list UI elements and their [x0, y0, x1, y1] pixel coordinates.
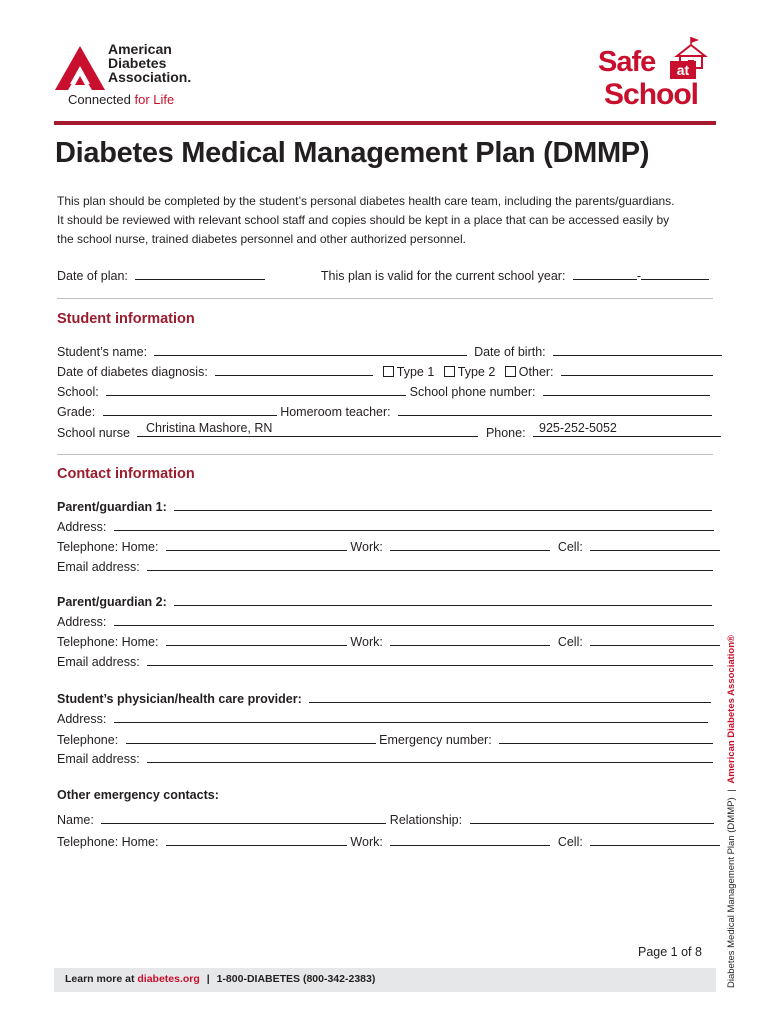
- student-info-heading: Student information: [57, 311, 195, 327]
- footer-site-link[interactable]: diabetes.org: [137, 973, 200, 985]
- homeroom-label: Homeroom teacher:: [280, 405, 391, 419]
- relationship-field[interactable]: [470, 811, 714, 824]
- parent2-home-field[interactable]: [166, 633, 347, 646]
- school-nurse-value: Christina Mashore, RN: [146, 421, 273, 435]
- parent2-email-field[interactable]: [147, 653, 713, 666]
- school-year-start-field[interactable]: [573, 267, 637, 280]
- physician-label: Student’s physician/health care provider:: [57, 692, 302, 706]
- physician-email-field[interactable]: [147, 750, 713, 763]
- page-title: Diabetes Medical Management Plan (DMMP): [55, 137, 650, 169]
- physician-telephone-label: Telephone:: [57, 733, 119, 747]
- other-work-label: Work:: [350, 835, 383, 849]
- side-org-name: American Diabetes Association®: [726, 634, 737, 784]
- parent1-home-field[interactable]: [166, 538, 347, 551]
- type2-label: Type 2: [457, 365, 496, 379]
- parent2-label: Parent/guardian 2:: [57, 595, 167, 609]
- type1-checkbox[interactable]: [383, 366, 394, 377]
- date-of-plan-label: Date of plan:: [57, 269, 128, 283]
- diagnosis-date-label: Date of diabetes diagnosis:: [57, 365, 208, 379]
- safe-word: Safe: [598, 46, 656, 78]
- intro-line: It should be reviewed with relevant school staff and copies should be kept in a place that can be accessed easily by: [57, 213, 670, 227]
- parent1-work-field[interactable]: [390, 538, 550, 551]
- intro-line: the school nurse, trained diabetes personnel and other authorized personnel.: [57, 232, 466, 246]
- other-cell-label: Cell:: [557, 835, 583, 849]
- ada-name-line3: Association.: [108, 69, 192, 85]
- parent2-address-field[interactable]: [114, 613, 714, 626]
- at-badge: at: [670, 61, 696, 79]
- emergency-number-label: Emergency number:: [379, 733, 492, 747]
- parent1-email-field[interactable]: [147, 558, 713, 571]
- other-type-checkbox[interactable]: [505, 366, 516, 377]
- school-word: School: [604, 78, 699, 111]
- grade-field[interactable]: [103, 403, 277, 416]
- date-of-birth-field[interactable]: [553, 343, 722, 356]
- other-name-field[interactable]: [101, 811, 386, 824]
- parent1-address-field[interactable]: [114, 518, 714, 531]
- parent2-field[interactable]: [174, 593, 712, 606]
- parent1-field[interactable]: [174, 498, 712, 511]
- parent2-work-field[interactable]: [390, 633, 550, 646]
- parent2-home-label: Telephone: Home:: [57, 635, 159, 649]
- header-rule: [54, 121, 716, 125]
- school-label: School:: [57, 385, 99, 399]
- parent2-address-label: Address:: [57, 615, 107, 629]
- school-phone-label: School phone number:: [409, 385, 536, 399]
- type2-checkbox[interactable]: [444, 366, 455, 377]
- page-number: Page 1 of 8: [638, 945, 702, 959]
- homeroom-field[interactable]: [398, 403, 712, 416]
- parent1-home-label: Telephone: Home:: [57, 540, 159, 554]
- grade-label: Grade:: [57, 405, 96, 419]
- footer-separator: |: [206, 973, 210, 985]
- plan-valid-label: This plan is valid for the current school year:: [320, 269, 566, 283]
- intro-text: [57, 192, 675, 249]
- safe-at-school-logo: [598, 36, 716, 116]
- parent1-address-label: Address:: [57, 520, 107, 534]
- ada-name-line2: Diabetes: [108, 55, 167, 71]
- school-phone-field[interactable]: [543, 383, 710, 396]
- tagline-suffix: for Life: [134, 92, 175, 107]
- side-label: [726, 635, 738, 988]
- school-year-dash: -: [636, 269, 642, 283]
- contact-info-heading: Contact information: [57, 466, 195, 482]
- footer-learn-prefix: Learn more at: [65, 973, 138, 985]
- other-type-label: Other:: [518, 365, 554, 379]
- other-home-label: Telephone: Home:: [57, 835, 159, 849]
- other-work-field[interactable]: [390, 833, 550, 846]
- physician-address-label: Address:: [57, 712, 107, 726]
- other-name-label: Name:: [57, 813, 94, 827]
- school-year-end-field[interactable]: [641, 267, 709, 280]
- nurse-phone-label: Phone:: [485, 426, 526, 440]
- footer-phone: 1-800-DIABETES (800-342-2383): [216, 973, 376, 985]
- school-field[interactable]: [106, 383, 406, 396]
- physician-field[interactable]: [309, 690, 711, 703]
- date-of-plan-field[interactable]: [135, 267, 265, 280]
- physician-address-field[interactable]: [114, 710, 708, 723]
- side-doc-title: Diabetes Medical Management Plan (DMMP): [726, 797, 737, 988]
- nurse-phone-value: 925-252-5052: [539, 421, 617, 435]
- physician-telephone-field[interactable]: [126, 731, 376, 744]
- intro-line: This plan should be completed by the student’s personal diabetes health care team, including the parents/guardians.: [57, 194, 675, 208]
- student-name-label: Student’s name:: [57, 345, 148, 359]
- ada-triangle-icon: [54, 44, 106, 92]
- parent2-cell-label: Cell:: [557, 635, 583, 649]
- student-name-field[interactable]: [154, 343, 467, 356]
- ada-logo: [54, 42, 234, 112]
- type1-label: Type 1: [396, 365, 435, 379]
- parent1-email-label: Email address:: [57, 560, 140, 574]
- other-type-field[interactable]: [561, 363, 713, 376]
- parent1-label: Parent/guardian 1:: [57, 500, 167, 514]
- emergency-number-field[interactable]: [499, 731, 713, 744]
- section-rule: [57, 298, 713, 299]
- other-contacts-label: Other emergency contacts:: [57, 788, 219, 802]
- diagnosis-date-field[interactable]: [215, 363, 373, 376]
- parent2-work-label: Work:: [350, 635, 383, 649]
- relationship-label: Relationship:: [389, 813, 463, 827]
- other-cell-field[interactable]: [590, 833, 720, 846]
- parent2-email-label: Email address:: [57, 655, 140, 669]
- section-rule: [57, 454, 713, 455]
- date-of-birth-label: Date of birth:: [474, 345, 546, 359]
- parent1-cell-field[interactable]: [590, 538, 720, 551]
- tagline-prefix: Connected: [68, 92, 135, 107]
- parent1-work-label: Work:: [350, 540, 383, 554]
- physician-email-label: Email address:: [57, 752, 140, 766]
- parent1-cell-label: Cell:: [557, 540, 583, 554]
- footer-bar: [54, 968, 716, 992]
- ada-name-line1: American: [108, 41, 172, 57]
- other-home-field[interactable]: [166, 833, 347, 846]
- parent2-cell-field[interactable]: [590, 633, 720, 646]
- school-nurse-label: School nurse: [57, 426, 130, 440]
- side-separator: |: [726, 789, 737, 792]
